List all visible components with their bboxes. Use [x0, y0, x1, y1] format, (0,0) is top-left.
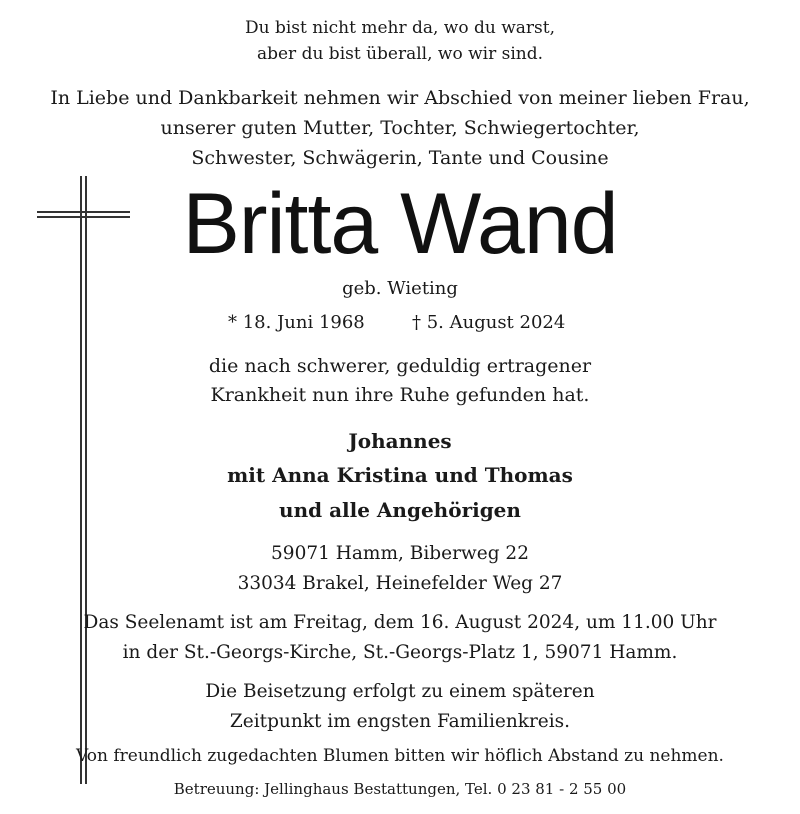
- mourner-line-1: Johannes: [348, 429, 452, 453]
- death-date: † 5. August 2024: [412, 312, 566, 333]
- service-line-1: Das Seelenamt ist am Freitag, dem 16. August 2024, um 11.00 Uhr: [83, 612, 717, 633]
- flowers-request: Von freundlich zugedachten Blumen bitten wir höflich Abstand zu nehmen.: [76, 746, 724, 766]
- address-line-2: 33034 Brakel, Heinefelder Weg 27: [237, 573, 563, 594]
- motto-line-2: aber du bist überall, wo wir sind.: [256, 44, 544, 64]
- funeral-home-credit: Betreuung: Jellinghaus Bestattungen, Tel. 0 23 81 - 2 55 00: [173, 780, 627, 798]
- motto-line-1: Du bist nicht mehr da, wo du warst,: [244, 18, 556, 38]
- deceased-name: Britta Wand: [182, 176, 618, 272]
- mourner-line-3: und alle Angehörigen: [279, 498, 521, 522]
- birth-name: geb. Wieting: [342, 278, 458, 299]
- address-line-1: 59071 Hamm, Biberweg 22: [271, 543, 529, 564]
- intro-line-1: In Liebe und Dankbarkeit nehmen wir Abschied von meiner lieben Frau,: [50, 87, 750, 109]
- birth-date: * 18. Juni 1968: [228, 312, 365, 333]
- burial-line-1: Die Beisetzung erfolgt zu einem späteren: [205, 681, 595, 702]
- passing-text-line-1: die nach schwerer, geduldig ertragener: [208, 355, 592, 377]
- burial-line-2: Zeitpunkt im engsten Familienkreis.: [229, 711, 571, 732]
- service-line-2: in der St.-Georgs-Kirche, St.-Georgs-Platz 1, 59071 Hamm.: [122, 642, 678, 663]
- passing-text-line-2: Krankheit nun ihre Ruhe gefunden hat.: [210, 384, 590, 406]
- mourner-line-2: mit Anna Kristina und Thomas: [227, 463, 573, 487]
- intro-line-2: unserer guten Mutter, Tochter, Schwiegertochter,: [160, 117, 640, 139]
- intro-line-3: Schwester, Schwägerin, Tante und Cousine: [191, 147, 609, 169]
